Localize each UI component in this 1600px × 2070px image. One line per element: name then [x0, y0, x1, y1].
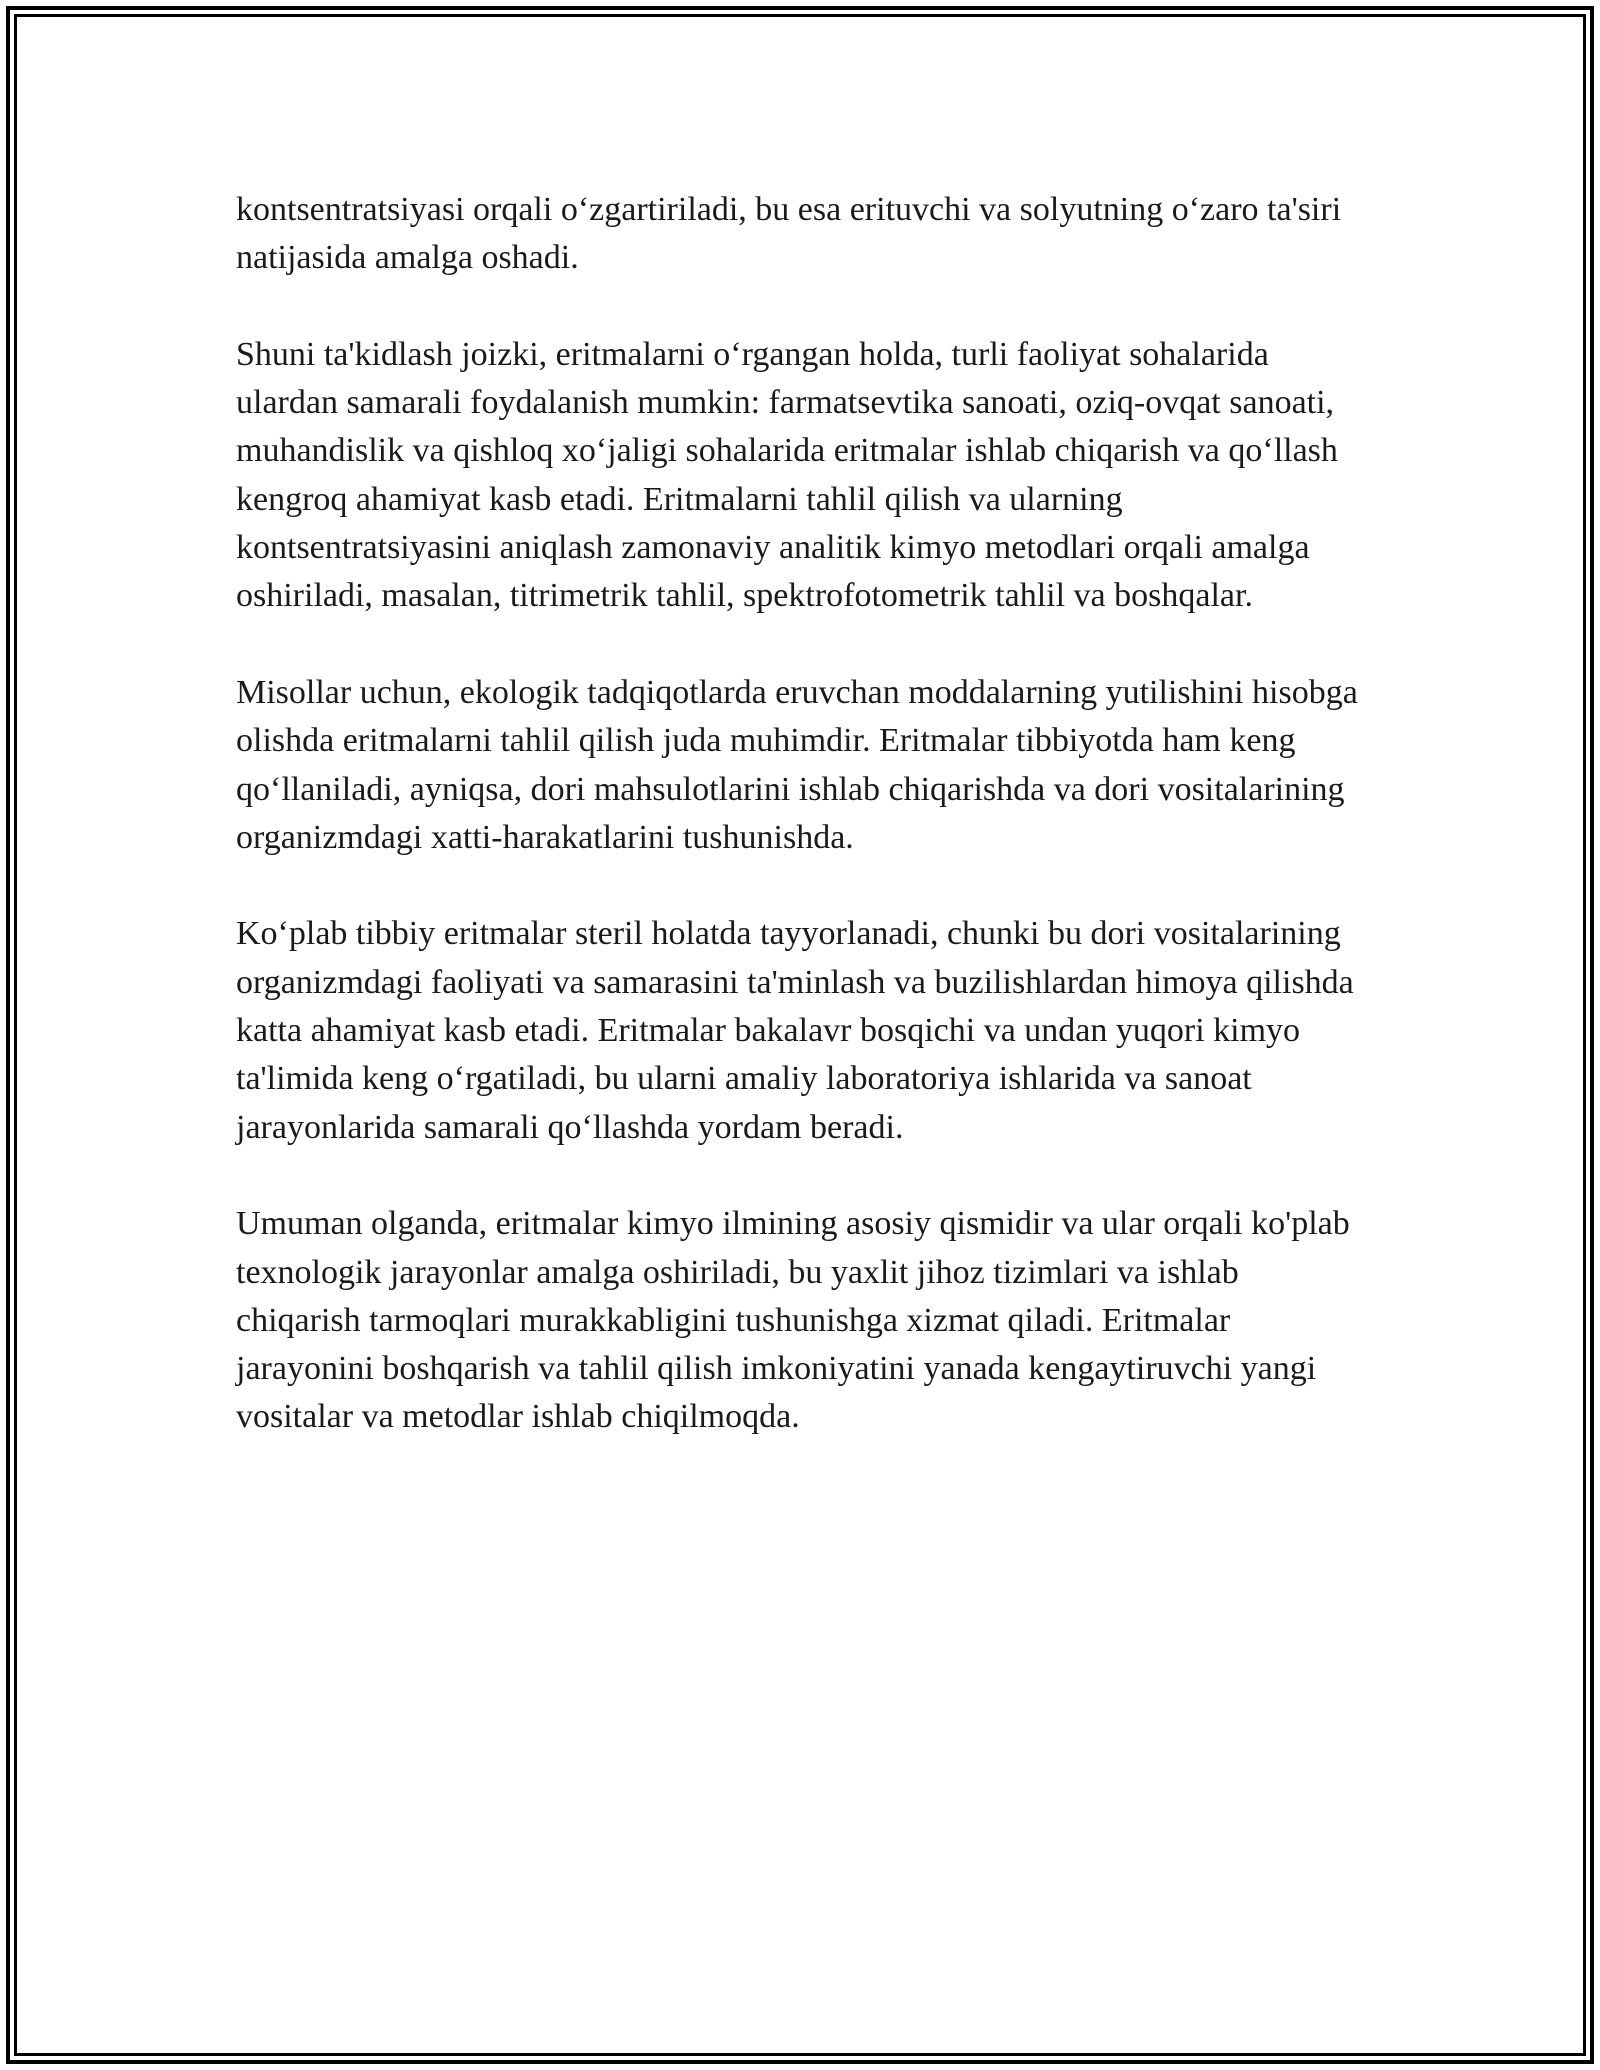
paragraph-1: kontsentratsiyasi orqali o‘zgartiriladi, bu esa erituvchi va solyutning o‘zaro ta'siri natijasida amalga oshadi.: [236, 191, 1342, 277]
paragraph-4: Ko‘plab tibbiy eritmalar steril holatda tayyorlanadi, chunki bu dori vositalarining organizmdagi faoliyati va samarasini ta'minlash va buzilishlardan himoya qilishda katta ahamiyat kasb etadi. Eritmalar bakalavr bosqichi va undan yuqori kimyo ta'limida keng o‘rgatiladi, bu ularni amaliy laboratoriya ishlarida va sanoat jarayonlarida samarali qo‘llashda yordam beradi.: [236, 915, 1354, 1146]
document-body: [236, 186, 1366, 1442]
paragraph-3: Misollar uchun, ekologik tadqiqotlarda eruvchan moddalarning yutilishini hisobga olishda eritmalarni tahlil qilish juda muhimdir. Eritmalar tibbiyotda ham keng qo‘llaniladi, ayniqsa, dori mahsulotlarini ishlab chiqarishda va dori vositalarining organizmdagi xatti-harakatlarini tushunishda.: [236, 673, 1358, 856]
paragraph-5: Umuman olganda, eritmalar kimyo ilmining asosiy qismidir va ular orqali ko'plab texnologik jarayonlar amalga oshiriladi, bu yaxlit jihoz tizimlari va ishlab chiqarish tarmoqlari murakkabligini tushunishga xizmat qiladi. Eritmalar jarayonini boshqarish va tahlil qilish imkoniyatini yanada kengaytiruvchi yangi vositalar va metodlar ishlab chiqilmoqda.: [236, 1205, 1350, 1436]
paragraph-2: Shuni ta'kidlash joizki, eritmalarni o‘rgangan holda, turli faoliyat sohalarida ulardan samarali foydalanish mumkin: farmatsevtika sanoati, oziq-ovqat sanoati, muhandislik va qishloq xo‘jaligi sohalarida eritmalar ishlab chiqarish va qo‘llash kengroq ahamiyat kasb etadi. Eritmalarni tahlil qilish va ularning kontsentratsiyasini aniqlash zamonaviy analitik kimyo metodlari orqali amalga oshiriladi, masalan, titrimetrik tahlil, spektrofotometrik tahlil va boshqalar.: [236, 335, 1338, 615]
